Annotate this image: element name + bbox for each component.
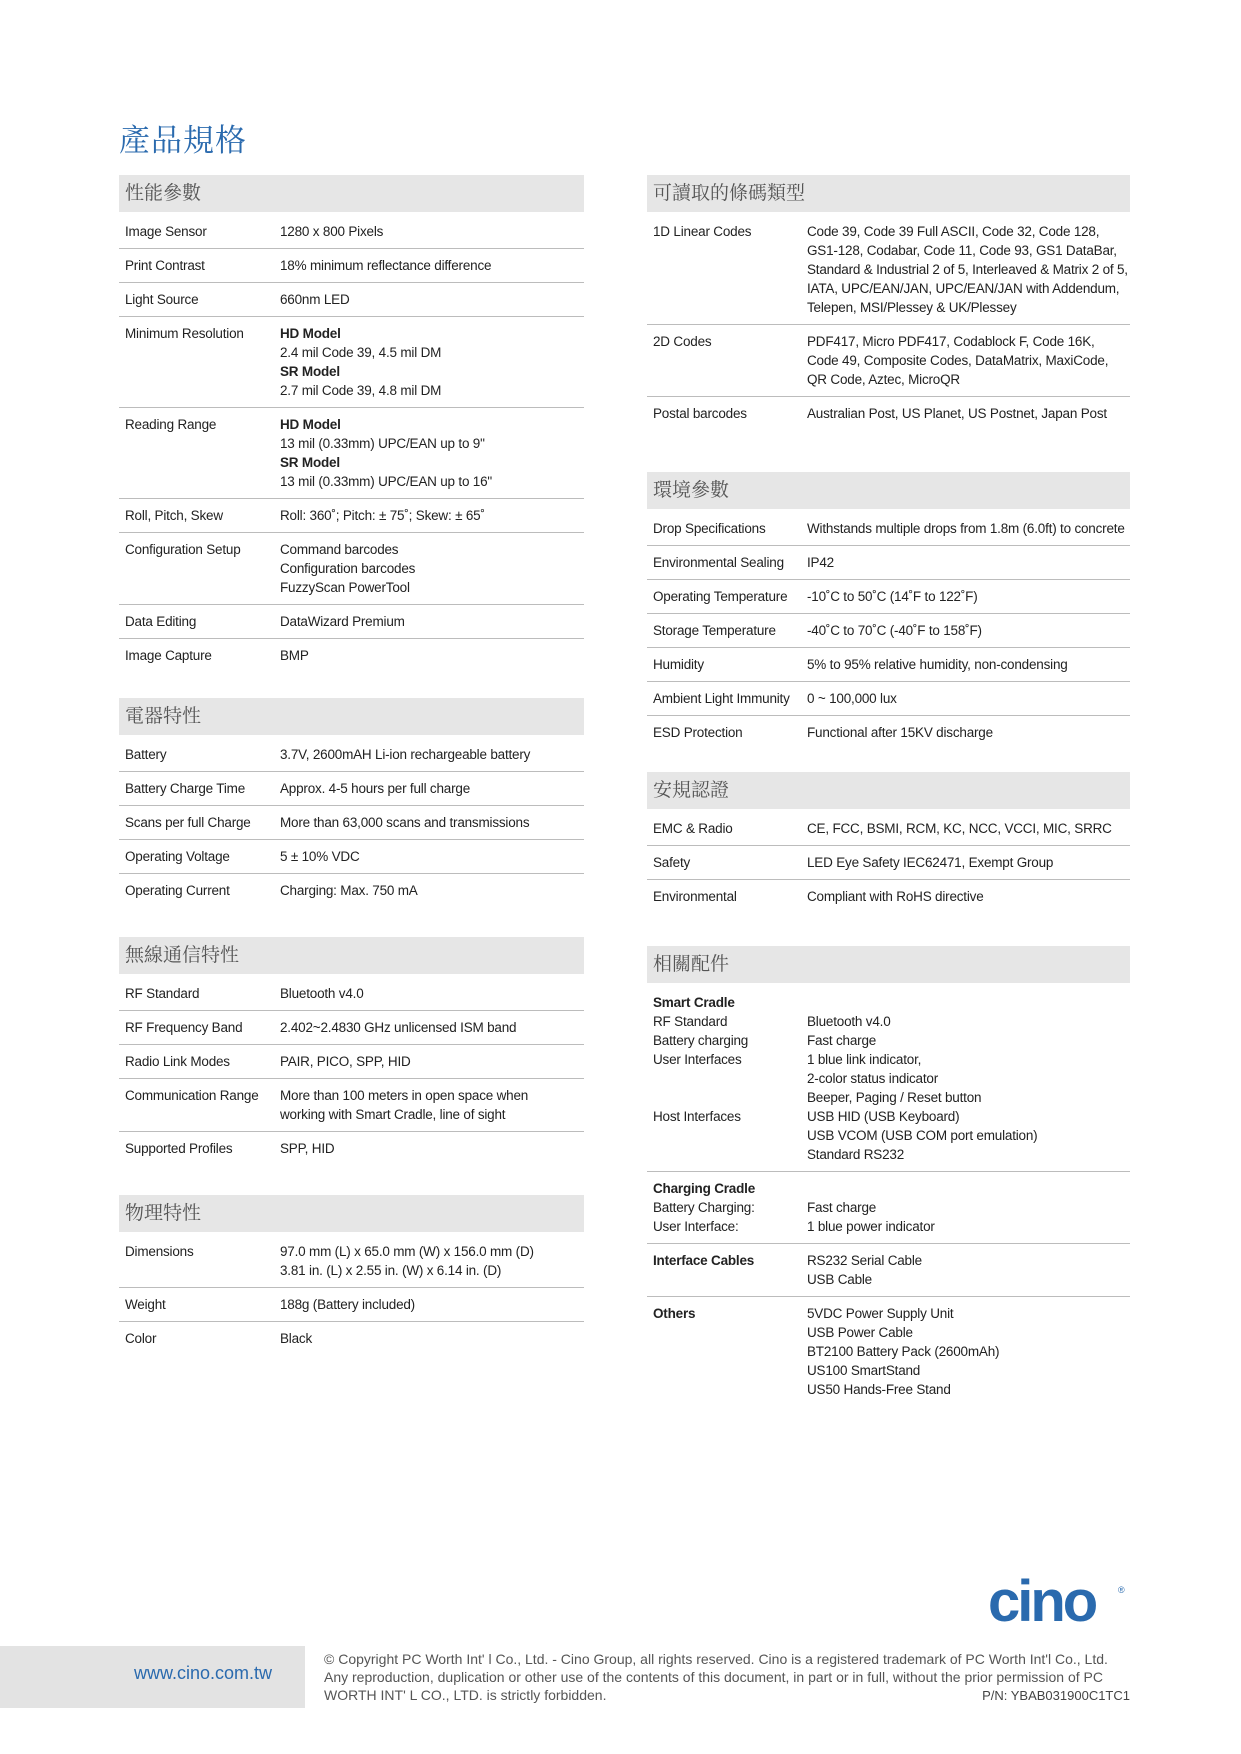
spec-value-line: Black (280, 1331, 313, 1346)
spec-value-line: More than 100 meters in open space when (280, 1088, 529, 1103)
accessory-line (653, 1126, 1130, 1145)
spec-label: Operating Voltage (125, 849, 230, 864)
spec-value (807, 404, 1130, 423)
spec-value-line: Compliant with RoHS directive (807, 889, 984, 904)
spec-value-line: CE, FCC, BSMI, RCM, KC, NCC, VCCI, MIC, SRRC (807, 821, 1112, 836)
spec-row (647, 846, 1130, 880)
accessory-label: Battery Charging: (653, 1200, 755, 1215)
spec-value-line: 2.4 mil Code 39, 4.5 mil DM (280, 345, 442, 360)
spec-label: Operating Temperature (653, 589, 788, 604)
spec-value-line: Command barcodes (280, 542, 399, 557)
accessory-item: US50 Hands-Free Stand (807, 1382, 951, 1397)
accessory-title: Smart Cradle (653, 995, 735, 1010)
spec-value-line: HD Model (280, 326, 341, 341)
spec-value (807, 519, 1130, 538)
spec-row (119, 840, 584, 874)
spec-label: Roll, Pitch, Skew (125, 508, 223, 523)
spec-value (280, 1086, 584, 1124)
spec-label: Color (125, 1331, 157, 1346)
spec-value-line: -10˚C to 50˚C (14˚F to 122˚F) (807, 589, 978, 604)
spec-value-line: SR Model (280, 455, 340, 470)
spec-value (280, 506, 584, 525)
spec-row (647, 325, 1130, 397)
spec-value (807, 689, 1130, 708)
spec-row (119, 283, 584, 317)
spec-label: Image Capture (125, 648, 212, 663)
spec-value (280, 1329, 584, 1348)
accessory-block (647, 986, 1130, 1172)
spec-value-line: IP42 (807, 555, 834, 570)
spec-value-line: Bluetooth v4.0 (280, 986, 364, 1001)
spec-value-line: 97.0 mm (L) x 65.0 mm (W) x 156.0 mm (D) (280, 1244, 534, 1259)
accessory-value: Beeper, Paging / Reset button (807, 1090, 982, 1105)
accessory-line (653, 1088, 1130, 1107)
spec-row (647, 397, 1130, 430)
spec-section (119, 1195, 584, 1355)
spec-value (807, 621, 1130, 640)
section-heading: 電器特性 (119, 698, 584, 735)
spec-label: Communication Range (125, 1088, 259, 1103)
spec-value (280, 779, 584, 798)
spec-label: RF Frequency Band (125, 1020, 243, 1035)
accessory-block (647, 1244, 1130, 1297)
spec-value-line: Australian Post, US Planet, US Postnet, Japan Post (807, 406, 1107, 421)
spec-value-line: 13 mil (0.33mm) UPC/EAN up to 16" (280, 474, 493, 489)
spec-row (119, 977, 584, 1011)
spec-row (119, 317, 584, 408)
spec-value-line: PDF417, Micro PDF417, Codablock F, Code 16K, (807, 334, 1095, 349)
accessory-line (653, 1145, 1130, 1164)
spec-value (280, 847, 584, 866)
accessory-label: User Interface: (653, 1219, 739, 1234)
spec-row (647, 682, 1130, 716)
spec-value-line: Telepen, MSI/Plessey & UK/Plessey (807, 300, 1017, 315)
accessory-value: USB VCOM (USB COM port emulation) (807, 1128, 1038, 1143)
spec-section (647, 472, 1130, 749)
spec-row (119, 772, 584, 806)
spec-row (119, 874, 584, 907)
spec-row (647, 512, 1130, 546)
accessory-item: 5VDC Power Supply Unit (807, 1306, 954, 1321)
spec-value (280, 222, 584, 241)
accessory-value: 2-color status indicator (807, 1071, 939, 1086)
accessory-value: 1 blue link indicator, (807, 1052, 922, 1067)
svg-text:®: ® (1118, 1585, 1125, 1595)
accessory-line (653, 1069, 1130, 1088)
accessory-label: User Interfaces (653, 1052, 742, 1067)
section-heading: 相關配件 (647, 946, 1130, 983)
spec-label: Ambient Light Immunity (653, 691, 790, 706)
spec-label: Print Contrast (125, 258, 205, 273)
spec-row (119, 215, 584, 249)
section-heading: 環境參數 (647, 472, 1130, 509)
spec-label: Minimum Resolution (125, 326, 244, 341)
spec-value (280, 646, 584, 665)
spec-value-line: 3.81 in. (L) x 2.55 in. (W) x 6.14 in. (D) (280, 1263, 502, 1278)
accessory-block (647, 1297, 1130, 1406)
spec-value (280, 256, 584, 275)
accessory-item: USB Cable (807, 1272, 872, 1287)
spec-label: Supported Profiles (125, 1141, 233, 1156)
spec-value (807, 222, 1130, 317)
accessory-title: Interface Cables (653, 1253, 755, 1268)
spec-row (119, 605, 584, 639)
spec-value (807, 723, 1130, 742)
spec-row (119, 806, 584, 840)
spec-label: Storage Temperature (653, 623, 776, 638)
spec-row (647, 614, 1130, 648)
accessory-value: 1 blue power indicator (807, 1219, 935, 1234)
spec-section (119, 175, 584, 672)
spec-value-line: PAIR, PICO, SPP, HID (280, 1054, 411, 1069)
spec-label: Scans per full Charge (125, 815, 251, 830)
accessory-pair (653, 1304, 1130, 1399)
spec-label: Battery (125, 747, 167, 762)
spec-row (647, 546, 1130, 580)
spec-value-line: HD Model (280, 417, 341, 432)
spec-value-line: 18% minimum reflectance difference (280, 258, 492, 273)
spec-value (280, 1139, 584, 1158)
spec-label: Weight (125, 1297, 166, 1312)
accessories-section (647, 946, 1130, 1406)
spec-value-line: Roll: 360˚; Pitch: ± 75˚; Skew: ± 65˚ (280, 508, 485, 523)
spec-value-line: 13 mil (0.33mm) UPC/EAN up to 9" (280, 436, 485, 451)
spec-value-line: 5% to 95% relative humidity, non-condensing (807, 657, 1068, 672)
copyright-text: © Copyright PC Worth Int' l Co., Ltd. - Cino Group, all rights reserved. Cino is a registered trademark of PC Worth Int'l Co., Ltd. Any reproduction, duplication or other use of the contents of this document, in part or in full, without the prior permission of PC WORTH INT' L CO., LTD. is strictly forbidden. (324, 1651, 1108, 1703)
spec-value (807, 655, 1130, 674)
accessory-label: Host Interfaces (653, 1109, 741, 1124)
spec-label: Data Editing (125, 614, 197, 629)
spec-value (807, 887, 1130, 906)
spec-value-line: IATA, UPC/EAN/JAN, UPC/EAN/JAN with Addendum, (807, 281, 1120, 296)
spec-row (119, 738, 584, 772)
accessory-label (653, 1088, 807, 1107)
spec-label: Reading Range (125, 417, 217, 432)
spec-value (807, 553, 1130, 572)
accessory-label (653, 1126, 807, 1145)
spec-row (119, 408, 584, 499)
accessory-label (653, 1145, 807, 1164)
spec-value (280, 1242, 584, 1280)
spec-value-line: QR Code, Aztec, MicroQR (807, 372, 960, 387)
accessory-line (653, 1217, 1130, 1236)
section-heading: 物理特性 (119, 1195, 584, 1232)
spec-value (280, 1052, 584, 1071)
cino-logo (988, 1575, 1128, 1630)
section-heading: 性能參數 (119, 175, 584, 212)
spec-row (119, 1045, 584, 1079)
spec-row (119, 639, 584, 672)
spec-label: 2D Codes (653, 334, 712, 349)
spec-row (119, 1011, 584, 1045)
spec-value (807, 819, 1130, 838)
spec-label: Operating Current (125, 883, 230, 898)
spec-value-line: GS1-128, Codabar, Code 11, Code 93, GS1 DataBar, (807, 243, 1117, 258)
accessory-value: Bluetooth v4.0 (807, 1014, 891, 1029)
accessory-value: Fast charge (807, 1200, 877, 1215)
svg-text:cino: cino (988, 1575, 1096, 1630)
section-heading: 可讀取的條碼類型 (647, 175, 1130, 212)
spec-value (280, 1018, 584, 1037)
section-heading: 安規認證 (647, 772, 1130, 809)
spec-value (280, 813, 584, 832)
spec-label: Safety (653, 855, 691, 870)
spec-value (280, 881, 584, 900)
spec-value-line: 0 ~ 100,000 lux (807, 691, 897, 706)
accessory-title: Others (653, 1306, 696, 1321)
accessory-item: USB Power Cable (807, 1325, 913, 1340)
spec-label: ESD Protection (653, 725, 743, 740)
spec-label: Image Sensor (125, 224, 207, 239)
spec-value (280, 612, 584, 631)
accessory-items (807, 1251, 1130, 1289)
spec-value-line: Code 49, Composite Codes, DataMatrix, MaxiCode, (807, 353, 1109, 368)
spec-label: Light Source (125, 292, 199, 307)
spec-row (119, 1288, 584, 1322)
spec-row (647, 648, 1130, 682)
spec-row (647, 716, 1130, 749)
accessory-line (653, 1107, 1130, 1126)
spec-row (647, 812, 1130, 846)
accessory-value: USB HID (USB Keyboard) (807, 1109, 960, 1124)
spec-value (280, 984, 584, 1003)
spec-label: Battery Charge Time (125, 781, 246, 796)
spec-value-line: SPP, HID (280, 1141, 335, 1156)
accessory-label: RF Standard (653, 1014, 728, 1029)
accessory-line (653, 1012, 1130, 1031)
spec-value-line: Approx. 4-5 hours per full charge (280, 781, 471, 796)
spec-label: RF Standard (125, 986, 200, 1001)
accessory-item: BT2100 Battery Pack (2600mAh) (807, 1344, 1000, 1359)
spec-value-line: -40˚C to 70˚C (-40˚F to 158˚F) (807, 623, 982, 638)
website-link[interactable]: www.cino.com.tw (134, 1663, 273, 1683)
spec-value-line: Withstands multiple drops from 1.8m (6.0ft) to concrete (807, 521, 1125, 536)
spec-value-line: Standard & Industrial 2 of 5, Interleaved & Matrix 2 of 5, (807, 262, 1128, 277)
spec-value (280, 290, 584, 309)
spec-value-line: Configuration barcodes (280, 561, 416, 576)
spec-value-line: 5 ± 10% VDC (280, 849, 360, 864)
spec-label: Radio Link Modes (125, 1054, 230, 1069)
spec-value-line: 2.402~2.4830 GHz unlicensed ISM band (280, 1020, 517, 1035)
spec-row (647, 880, 1130, 913)
spec-value-line: SR Model (280, 364, 340, 379)
spec-value-line: 188g (Battery included) (280, 1297, 415, 1312)
spec-row (647, 580, 1130, 614)
accessory-block (647, 1172, 1130, 1244)
spec-value (807, 587, 1130, 606)
accessory-value: Fast charge (807, 1033, 877, 1048)
spec-label: Humidity (653, 657, 704, 672)
accessory-item: US100 SmartStand (807, 1363, 921, 1378)
spec-value-line: DataWizard Premium (280, 614, 405, 629)
accessory-items (807, 1304, 1130, 1399)
spec-row (119, 1235, 584, 1288)
section-heading: 無線通信特性 (119, 937, 584, 974)
accessory-line (653, 1050, 1130, 1069)
spec-value-line: working with Smart Cradle, line of sight (280, 1107, 506, 1122)
spec-value-line: BMP (280, 648, 309, 663)
spec-value-line: 660nm LED (280, 292, 350, 307)
spec-value-line: 1280 x 800 Pixels (280, 224, 384, 239)
spec-label: Dimensions (125, 1244, 194, 1259)
accessory-pair (653, 1251, 1130, 1289)
spec-section (119, 937, 584, 1165)
spec-label: Postal barcodes (653, 406, 747, 421)
accessory-item: RS232 Serial Cable (807, 1253, 922, 1268)
spec-section (647, 175, 1130, 430)
spec-value (280, 1295, 584, 1314)
spec-value-line: FuzzyScan PowerTool (280, 580, 410, 595)
spec-value (807, 332, 1130, 389)
page-title: 產品規格 (119, 123, 247, 159)
left-column (119, 175, 584, 1355)
spec-value-line: 2.7 mil Code 39, 4.8 mil DM (280, 383, 442, 398)
spec-row (119, 533, 584, 605)
spec-row (119, 249, 584, 283)
spec-section (647, 772, 1130, 913)
part-number: P/N: YBAB031900C1TC1 (982, 1688, 1130, 1703)
spec-section (119, 698, 584, 907)
spec-value (280, 324, 584, 400)
spec-value-line: More than 63,000 scans and transmissions (280, 815, 530, 830)
spec-row (647, 215, 1130, 325)
spec-label: Configuration Setup (125, 542, 241, 557)
spec-row (119, 499, 584, 533)
right-column (647, 175, 1130, 1406)
spec-value-line: Code 39, Code 39 Full ASCII, Code 32, Code 128, (807, 224, 1100, 239)
accessory-label (653, 1069, 807, 1088)
spec-label: Environmental (653, 889, 737, 904)
spec-value-line: LED Eye Safety IEC62471, Exempt Group (807, 855, 1054, 870)
accessory-line (653, 1031, 1130, 1050)
spec-label: EMC & Radio (653, 821, 733, 836)
spec-value (280, 540, 584, 597)
spec-row (119, 1079, 584, 1132)
spec-value (280, 415, 584, 491)
accessory-line (653, 1198, 1130, 1217)
spec-value-line: Charging: Max. 750 mA (280, 883, 418, 898)
spec-label: Environmental Sealing (653, 555, 784, 570)
spec-value-line: 3.7V, 2600mAH Li-ion rechargeable battery (280, 747, 531, 762)
accessory-label: Battery charging (653, 1033, 749, 1048)
spec-row (119, 1322, 584, 1355)
spec-label: Drop Specifications (653, 521, 766, 536)
spec-row (119, 1132, 584, 1165)
spec-value (280, 745, 584, 764)
spec-value-line: Functional after 15KV discharge (807, 725, 993, 740)
accessory-value: Standard RS232 (807, 1147, 905, 1162)
spec-value (807, 853, 1130, 872)
accessory-title: Charging Cradle (653, 1181, 756, 1196)
spec-label: 1D Linear Codes (653, 224, 752, 239)
